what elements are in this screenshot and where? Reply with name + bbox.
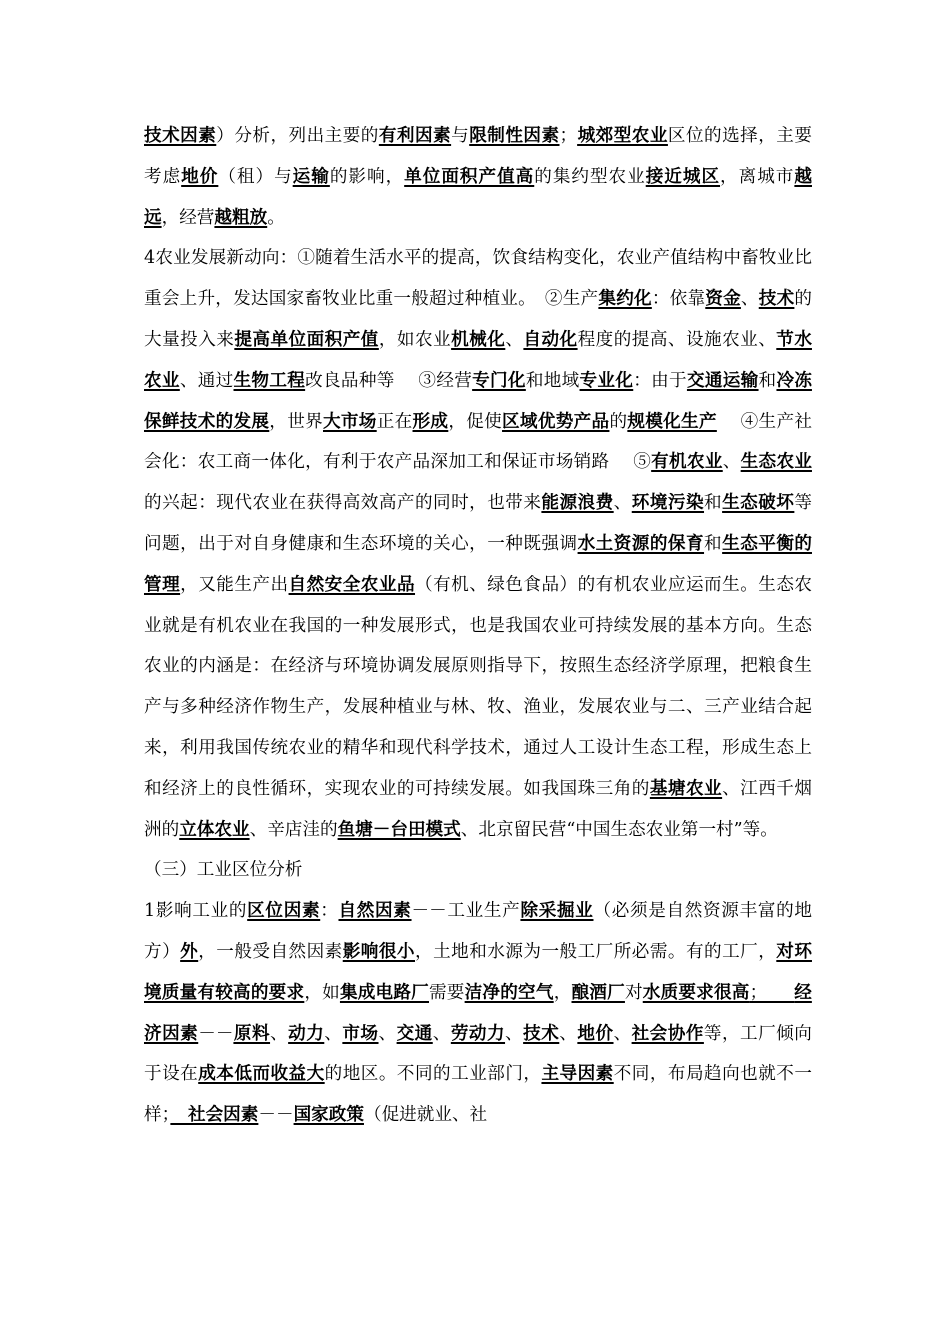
keyword-term: 劳动力 [450,1022,506,1044]
body-text: 、 [270,1023,289,1044]
keyword-term: 技术 [523,1022,560,1044]
keyword-term: 生态平衡的管理 [144,532,812,595]
body-text: －－ [198,1023,234,1044]
keyword-term: 主导因素 [541,1063,614,1085]
body-text: 、 [324,1023,343,1044]
keyword-term: 越远 [144,165,812,228]
body-text: 改良品种等 ③经营 [305,370,473,391]
keyword-term: 鱼塘－台田模式 [337,818,461,840]
keyword-term: 接近城区 [645,165,721,187]
keyword-term: 影响很小 [342,940,415,962]
body-text: 和 [758,370,777,391]
keyword-term: 成本低而收益大 [198,1063,325,1085]
body-text: 等，工厂倾向于设在 [144,1023,812,1085]
keyword-term: 区位因素 [247,900,321,922]
keyword-term: 机械化 [451,328,506,350]
keyword-term: 水土资源的保育 [577,532,705,554]
body-text: ）分析，列出主要的 [216,126,379,146]
keyword-term: 技术因素 [144,125,217,146]
body-text: （三）工业区位分析 [144,860,303,881]
keyword-term: 基塘农业 [649,777,723,799]
keyword-term: 冷冻保鲜技术的发展 [144,369,812,432]
body-text: 4农业发展新动向：①随着生活水平的提高，饮食结构变化，农业产值结构中畜牧业比重会上升，发达国家畜牧业比重一般超过种植业。 ②生产 [144,248,812,310]
keyword-term: 国家政策 [293,1104,364,1126]
body-text: 、 [740,289,759,310]
body-text: 和 [704,493,723,514]
keyword-term: 原料 [233,1022,271,1044]
body-text: 需要 [429,982,465,1003]
body-text: 和 [704,533,723,554]
body-text: ：由于 [633,370,687,391]
body-text: 、江西千烟洲的 [144,778,812,840]
body-text: ：依靠 [651,289,706,310]
body-text: 、通过 [179,370,234,391]
keyword-term: 立体农业 [179,818,250,840]
body-text: （租）与 [218,166,293,187]
keyword-term: 专业化 [579,369,634,391]
body-text: 1影响工业的 [144,901,248,922]
body-text: 的大量投入来 [144,289,812,350]
keyword-term: 提高单位面积产值 [234,328,379,350]
keyword-term: 地价 [181,165,219,187]
keyword-term: 越粗放 [214,206,268,228]
keyword-term: 市场 [342,1022,379,1044]
body-text: 等问题，出于对自身健康和生态环境的关心，一种既强调 [144,493,812,554]
keyword-term: 除采掘业 [520,900,594,922]
keyword-term: 限制性因素 [469,125,560,146]
body-text: ，世界 [269,411,323,432]
body-text: ； [559,126,578,146]
keyword-term: 环境污染 [631,492,705,514]
keyword-term: 生态农业 [740,451,812,473]
body-text: 、 [613,1023,632,1044]
keyword-term: 生态破坏 [722,492,795,514]
body-text: 区位的选择，主要考虑 [144,126,812,187]
keyword-term: 运输 [292,165,330,187]
keyword-term: 形成 [412,410,449,432]
body-text: 和地域 [525,370,580,391]
body-text: （促进就业、社 [363,1105,488,1126]
body-text: 的兴起：现代农业在获得高效高产的同时，也带来 [144,493,542,514]
body-text: 的地区。不同的工业部门， [324,1064,542,1085]
keyword-term: 单位面积产值高 [404,165,535,187]
body-text: 、 [378,1023,397,1044]
body-text: 的影响， [329,166,405,187]
keyword-term: 大市场 [323,410,377,432]
keyword-term: 节水农业 [144,328,812,391]
keyword-term: 有机农业 [651,451,723,473]
keyword-term: 对环境质量有较高的要求 [144,940,812,1003]
body-text: ，如 [304,982,340,1003]
keyword-term: 有利因素 [378,125,452,146]
body-text: ，土地和水源为一般工厂所必需。有的工厂， [415,941,777,962]
body-text: （有机、绿色食品）的有机农业应运而生。生态农业就是有机农业在我国的一种发展形式，也是我国农业可持续发展的基本方向。生态农业的内涵是：在经济与环境协调发展原则指导下，按照生态经济学原理，把粮食生产与多种经济作物生产，发展种植业与林、牧、渔业，发展农业与二、三产业结合起来，利用我国传统农业的精华和现代科学技术，通过人工设计生态工程，形成生态上和经济上的良性循环，实现农业的可持续发展。如我国珠三角的 [144,574,812,799]
keyword-term: 自动化 [523,328,578,350]
body-text: ④生产社会化：农工商一体化，有利于农产品深加工和保证市场销路 ⑤ [144,411,812,473]
body-text: ，离城市 [720,166,795,187]
body-text: 、 [722,452,741,473]
body-text: 对 [624,982,643,1003]
body-text: 、北京留民营“中国生态农业第一村”等。 [460,819,778,840]
keyword-term: 动力 [288,1022,325,1044]
keyword-term: 水质要求很高 [642,981,750,1003]
keyword-term: 自然安全农业品 [288,573,416,595]
keyword-term: 酿酒厂 [571,981,625,1003]
body-text: ， [553,982,572,1003]
body-text: －－工业生产 [411,901,521,922]
body-text: ，如农业 [378,329,452,350]
body-text: ： [320,901,339,922]
body-text: 的集约型农业 [534,166,646,187]
keyword-term: 集约化 [598,288,652,310]
body-text: 、 [432,1023,451,1044]
keyword-term: 能源浪费 [541,492,614,514]
body-text: 。 [267,207,285,228]
body-text: 、辛店洼的 [249,819,338,840]
keyword-term: 社会协作 [631,1022,704,1044]
body-text: ，又能生产出 [180,574,289,595]
keyword-term: 洁净的空气 [464,981,554,1003]
document-page [144,116,812,1136]
keyword-term: 自然因素 [338,900,412,922]
section-heading-industry-location [144,850,812,891]
body-text: 的 [609,411,628,432]
body-text: 、 [505,1023,524,1044]
body-text: 与 [451,126,470,146]
keyword-term: 生物工程 [233,369,306,391]
keyword-term: 技术 [758,288,795,310]
keyword-term: 交通 [396,1022,433,1044]
keyword-term: 社会因素 [170,1104,259,1126]
keyword-term: 集成电路厂 [339,981,429,1003]
body-text: 正在 [376,411,413,432]
underlined-text: ； [749,982,795,1003]
keyword-term: 规模化生产 [627,410,717,432]
body-text: ，一般受自然因素 [198,941,343,962]
body-text: 不同，布局趋向也就不一样； [144,1064,812,1126]
body-text: 、 [613,493,632,514]
keyword-term: 交通运输 [686,369,759,391]
keyword-term: 城郊型农业 [577,125,668,146]
body-text: 、 [559,1023,578,1044]
body-text: 程度的提高、设施农业、 [577,329,777,350]
body-text: ，经营 [161,207,215,228]
keyword-term: 区域优势产品 [502,410,610,432]
paragraph-farm-location [144,116,812,238]
body-text: （必须是自然资源丰富的地方） [144,901,812,962]
keyword-term: 外 [180,940,199,962]
keyword-term: 资金 [705,288,741,310]
keyword-term: 地价 [577,1022,614,1044]
paragraph-agriculture-trends [144,238,812,850]
body-text: －－ [258,1105,294,1126]
paragraph-industry-factors [144,891,812,1136]
body-text: ，促使 [448,411,503,432]
keyword-term: 专门化 [472,369,526,391]
body-text: 、 [505,329,524,350]
keyword-term: 经济因素 [144,981,812,1044]
